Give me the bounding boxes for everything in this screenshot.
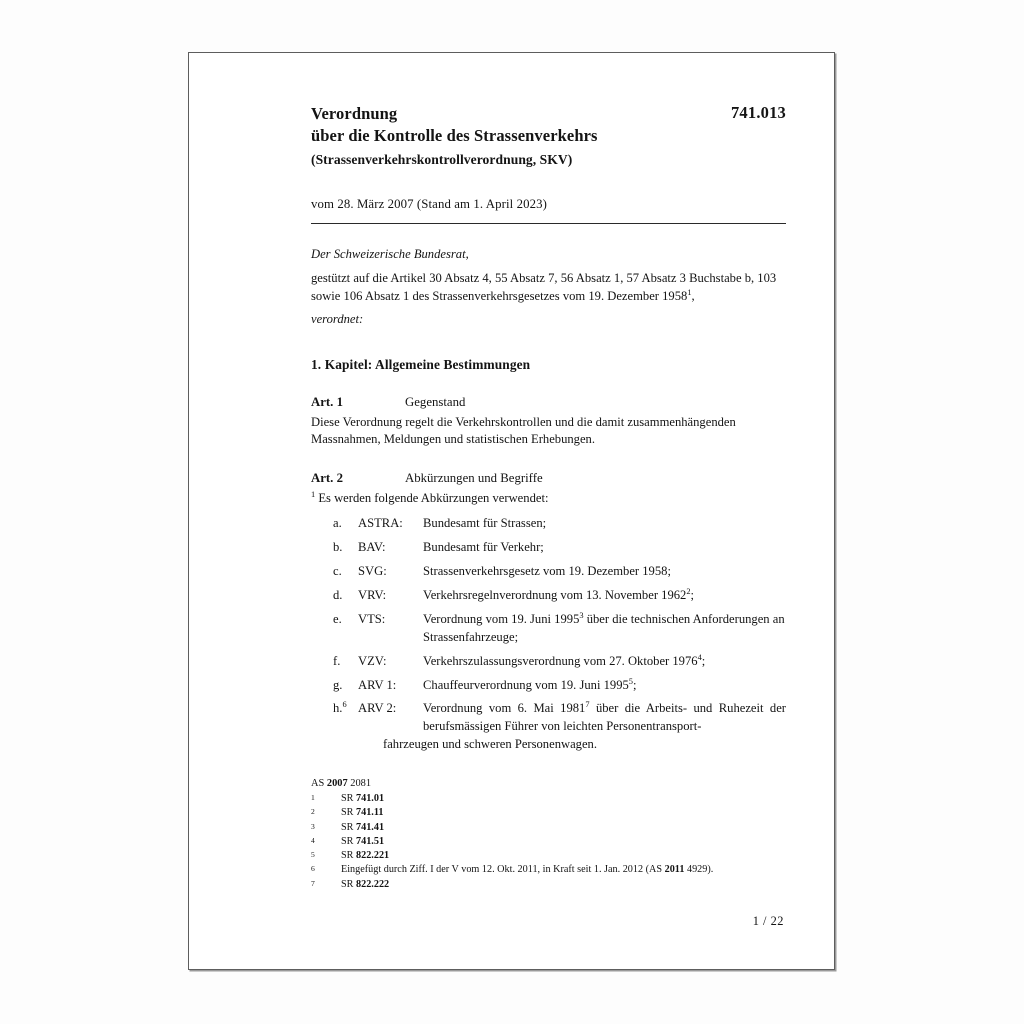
footnote-text-tail: 4929). xyxy=(684,864,714,876)
footnote-text xyxy=(341,849,786,862)
footnote-number: 1 xyxy=(311,793,315,802)
abbreviation-letter: b. xyxy=(333,540,343,555)
chapter-heading: 1. Kapitel: Allgemeine Bestimmungen xyxy=(311,356,531,372)
document-number: 741.013 xyxy=(730,103,786,122)
preamble-basis xyxy=(311,270,786,306)
footnote-row xyxy=(311,792,786,805)
abbreviation-description xyxy=(423,587,786,605)
article-2-paragraph-text: Es werden folgende Abkürzungen verwendet: xyxy=(318,490,549,505)
abbreviation-item xyxy=(311,539,786,557)
footnote-source-page: 2081 xyxy=(347,778,372,789)
abbreviation-letter: c. xyxy=(333,564,342,579)
footnote-row xyxy=(311,835,786,848)
footnote-text-prefix: SR xyxy=(341,835,357,847)
footnote-text-prefix: SR xyxy=(341,821,357,833)
abbreviation-item xyxy=(311,700,786,754)
footnote-number: 5 xyxy=(311,850,315,859)
footnote-text xyxy=(341,863,786,876)
footnote-entries xyxy=(311,792,786,891)
footnote-reference: 741.41 xyxy=(356,821,385,833)
abbreviation-description-text: Verordnung vom 6. Mai 1981 xyxy=(423,701,586,716)
abbreviation-description-tail: ; xyxy=(701,653,706,668)
article-2-paragraph xyxy=(311,490,786,508)
article-2 xyxy=(311,471,786,754)
abbreviation-description-text: Verkehrszulassungsverordnung vom 27. Oktober 1976 xyxy=(423,653,698,668)
abbreviation-letter: f. xyxy=(333,653,341,668)
footnote-reference: 822.221 xyxy=(356,850,390,861)
abbreviation-letter: e. xyxy=(333,611,342,626)
footnote-row xyxy=(311,806,786,819)
footnote-reference: 2011 xyxy=(664,864,685,876)
footnote-number: 4 xyxy=(311,835,315,845)
abbreviation-item xyxy=(311,587,786,605)
footnotes-block xyxy=(311,778,786,892)
abbreviation-description-tail: ; xyxy=(632,677,637,692)
article-2-paragraph-marker: 1 xyxy=(311,489,316,499)
document-title-line-2: über die Kontrolle des Strassenverkehrs xyxy=(311,125,598,145)
abbreviation-key: VZV: xyxy=(358,653,387,668)
document-title-line-1: Verordnung xyxy=(311,104,398,123)
abbreviation-description xyxy=(423,677,786,695)
page-number-footer: 1 / 22 xyxy=(752,914,784,928)
abbreviation-key: ARV 2: xyxy=(358,701,397,716)
abbreviation-letter: a. xyxy=(333,516,342,531)
footnote-text-prefix: SR xyxy=(341,793,357,804)
abbreviation-letter-footnote-marker: 6 xyxy=(342,700,347,710)
page-content xyxy=(311,103,786,760)
footnote-reference: 741.51 xyxy=(356,835,385,847)
preamble xyxy=(311,246,786,327)
preamble-authority: Der Schweizerische Bundesrat, xyxy=(311,246,469,261)
footnote-row xyxy=(311,863,786,876)
footnote-row xyxy=(311,849,786,862)
footnote-source-year: 2007 xyxy=(326,778,348,789)
article-1 xyxy=(311,395,786,449)
abbreviation-description xyxy=(423,611,786,647)
abbreviation-description-text: Verkehrsregelnverordnung vom 13. November 1962 xyxy=(423,588,687,603)
abbreviation-description-text: Verordnung vom 19. Juni 1995 xyxy=(423,611,580,626)
abbreviation-description xyxy=(423,515,786,533)
abbreviation-description-footnote-marker: 5 xyxy=(628,676,633,686)
footnote-text-prefix: SR xyxy=(341,878,357,890)
abbreviation-description-footnote-marker: 2 xyxy=(686,586,691,596)
abbreviation-letter: d. xyxy=(333,588,343,603)
footnote-row xyxy=(311,878,786,891)
footnote-row xyxy=(311,821,786,834)
footnote-text xyxy=(341,821,786,834)
footnote-text xyxy=(341,835,786,848)
abbreviation-description xyxy=(423,653,786,671)
footnote-number: 3 xyxy=(311,821,315,831)
footnote-text xyxy=(341,792,786,805)
abbreviation-key: VTS: xyxy=(358,611,386,626)
footnote-number: 2 xyxy=(311,807,315,817)
abbreviation-letter: g. xyxy=(333,677,343,692)
footnote-text-prefix: SR xyxy=(341,850,357,861)
abbreviation-description-footnote-marker: 7 xyxy=(585,700,590,710)
abbreviation-description-footnote-marker: 4 xyxy=(697,652,702,662)
abbreviation-description-footnote-marker: 3 xyxy=(579,610,584,620)
abbreviation-key: ARV 1: xyxy=(358,677,397,692)
abbreviation-item xyxy=(311,563,786,581)
abbreviation-item xyxy=(311,611,786,647)
abbreviation-item xyxy=(311,515,786,533)
footnote-text xyxy=(341,806,786,819)
footnote-text xyxy=(341,878,786,891)
abbreviation-description-continuation: fahrzeugen und schweren Personenwagen. xyxy=(383,737,598,752)
document-short-title: (Strassenverkehrskontrollverordnung, SKV) xyxy=(311,152,573,168)
abbreviation-description xyxy=(423,539,786,557)
footnote-reference: 741.01 xyxy=(356,793,385,804)
abbreviation-key: SVG: xyxy=(358,564,387,579)
abbreviation-description-text: Bundesamt für Verkehr; xyxy=(423,540,544,555)
abbreviation-description xyxy=(383,700,786,754)
abbreviation-item xyxy=(311,653,786,671)
page-sheet xyxy=(188,52,835,970)
footnote-text-prefix: Eingefügt durch Ziff. I der V vom 12. Okt. 2011, in Kraft seit 1. Jan. 2012 (AS xyxy=(341,864,665,876)
abbreviation-description-tail: über die technischen Anforderungen an Strassenfahrzeuge; xyxy=(423,611,785,644)
article-2-number: Art. 2 xyxy=(311,470,343,485)
preamble-basis-tail: , xyxy=(691,288,695,303)
footnote-reference: 822.222 xyxy=(356,878,390,890)
abbreviation-description-text: Chauffeurverordnung vom 19. Juni 1995 xyxy=(423,677,629,692)
abbreviation-description-text: Strassenverkehrsgesetz vom 19. Dezember 1958; xyxy=(423,564,671,579)
article-1-paragraph: Diese Verordnung regelt die Verkehrskontrollen und die damit zusammenhängenden Massnahmen, Meldungen und statistischen Erhebungen. xyxy=(311,414,736,447)
article-1-head xyxy=(311,395,786,410)
footnote-text-prefix: SR xyxy=(341,807,357,819)
footnote-source xyxy=(311,778,786,789)
abbreviation-key: VRV: xyxy=(358,588,387,603)
abbreviation-description-tail: über die Arbeits- und Ruhezeit der berufsmässigen Führer von leichten Personentransport- xyxy=(423,701,786,734)
footnote-reference: 741.11 xyxy=(356,807,384,819)
abbreviation-letter: h.$^6$ xyxy=(333,700,347,716)
article-2-title: Abkürzungen und Begriffe xyxy=(405,470,543,485)
preamble-enacts: verordnet: xyxy=(311,311,364,326)
document-title xyxy=(311,103,786,146)
masthead xyxy=(311,103,786,224)
abbreviation-key: ASTRA: xyxy=(358,516,403,531)
footnote-number: 6 xyxy=(311,864,315,874)
abbreviation-description-tail: ; xyxy=(690,588,695,603)
article-1-number: Art. 1 xyxy=(311,394,343,409)
footnote-number: 7 xyxy=(311,878,315,888)
abbreviation-description xyxy=(423,563,786,581)
abbreviation-key: BAV: xyxy=(358,540,386,555)
preamble-basis-footnote-marker: 1 xyxy=(687,287,692,297)
abbreviation-item xyxy=(311,677,786,695)
preamble-basis-text: gestützt auf die Artikel 30 Absatz 4, 55 Absatz 7, 56 Absatz 1, 57 Absatz 3 Buchstabe b, 103 sowie 106 Absatz 1 des Strassenverkehrsgesetzes vom 19. Dezember 1958 xyxy=(311,270,777,303)
abbreviation-list xyxy=(311,515,786,754)
abbreviation-description-text: Bundesamt für Strassen; xyxy=(423,516,547,531)
article-1-title: Gegenstand xyxy=(405,394,466,409)
header-divider xyxy=(311,223,786,224)
document-date-line: vom 28. März 2007 (Stand am 1. April 2023) xyxy=(311,196,547,211)
article-2-head xyxy=(311,471,786,486)
footnote-source-prefix: AS xyxy=(311,778,327,789)
